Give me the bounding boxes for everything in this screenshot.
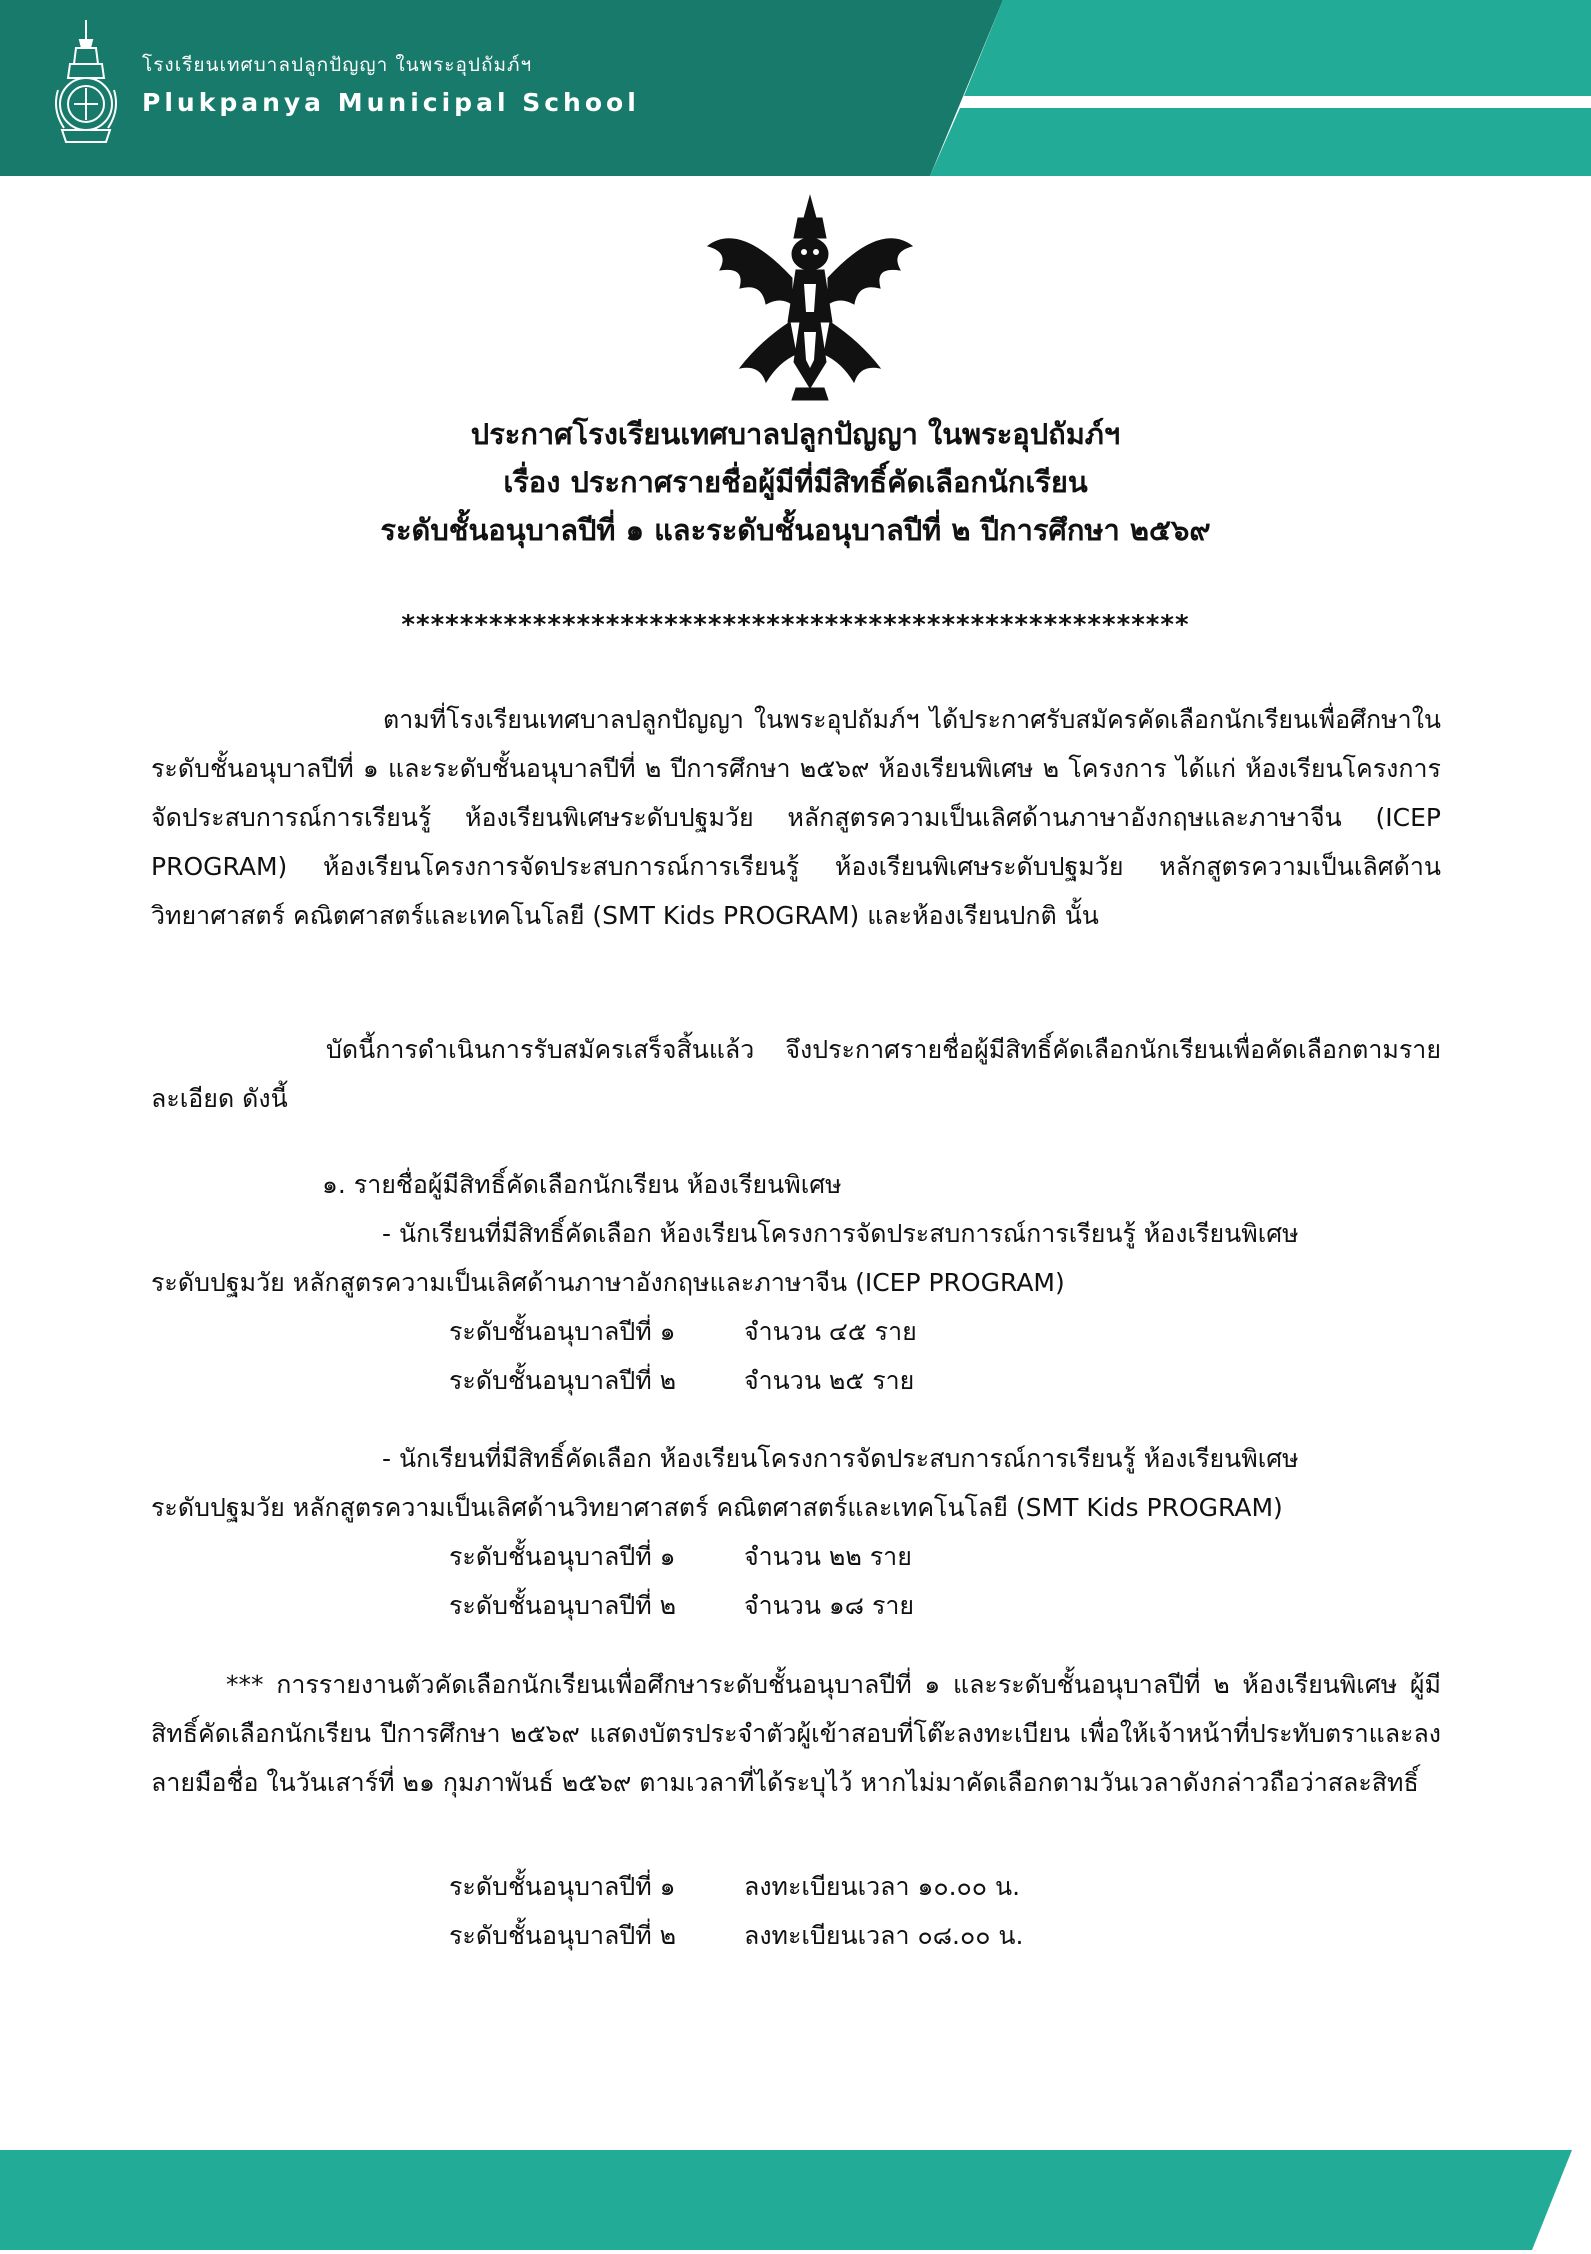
school-emblem-icon [50, 18, 122, 148]
smt-line-2: ระดับปฐมวัย หลักสูตรความเป็นเลิศด้านวิทยาศาสตร์ คณิตศาสตร์และเทคโนโลยี (SMT Kids PROGRAM) [151, 1493, 1283, 1522]
school-name-english: Plukpanya Municipal School [142, 87, 640, 117]
smt-line-1: - นักเรียนที่มีสิทธิ์คัดเลือก ห้องเรียนโครงการจัดประสบการณ์การเรียนรู้ ห้องเรียนพิเศษ [382, 1444, 1299, 1473]
level-label: ระดับชั้นอนุบาลปีที่ ๑ [449, 1542, 676, 1571]
icep-row [449, 1356, 914, 1405]
intro-paragraph: ตามที่โรงเรียนเทศบาลปลูกปัญญา ในพระอุปถัมภ์ฯ ได้ประกาศรับสมัครคัดเลือกนักเรียนเพื่อศึกษาในระดับชั้นอนุบาลปีที่ ๑ และระดับชั้นอนุบาลปีที่ ๒ ปีการศึกษา ๒๕๖๙ ห้องเรียนพิเศษ ๒ โครงการ ได้แก่ ห้องเรียนโครงการจัดประสบการณ์การเรียนรู้ ห้องเรียนพิเศษระดับปฐมวัย หลักสูตรความเป็นเลิศด้านภาษาอังกฤษและภาษาจีน (ICEP PROGRAM) ห้องเรียนโครงการจัดประสบการณ์การเรียนรู้ ห้องเรียนพิเศษระดับปฐมวัย หลักสูตรความเป็นเลิศด้านวิทยาศาสตร์ คณิตศาสตร์และเทคโนโลยี (SMT Kids PROGRAM) และห้องเรียนปกติ นั้น [151, 705, 1441, 930]
notice-paragraph: *** การรายงานตัวคัดเลือกนักเรียนเพื่อศึกษาระดับชั้นอนุบาลปีที่ ๑ และระดับชั้นอนุบาลปีที่ ๒ ห้องเรียนพิเศษ ผู้มีสิทธิ์คัดเลือกนักเรียน ปีการศึกษา ๒๕๖๙ แสดงบัตรประจำตัวผู้เข้าสอบที่โต๊ะลงทะเบียน เพื่อให้เจ้าหน้าที่ประทับตราและลงลายมือชื่อ ในวันเสาร์ที่ ๒๑ กุมภาพันธ์ ๒๕๖๙ ตามเวลาที่ได้ระบุไว้ หากไม่มาคัดเลือกตามวันเวลาดังกล่าวถือว่าสละสิทธิ์ [151, 1670, 1441, 1797]
registration-row [449, 1862, 1020, 1911]
garuda-emblem-icon [700, 192, 920, 402]
title-line-3: ระดับชั้นอนุบาลปีที่ ๑ และระดับชั้นอนุบาลปีที่ ๒ ปีการศึกษา ๒๕๖๙ [380, 513, 1211, 547]
school-branding [50, 18, 640, 148]
count-value: จำนวน ๑๘ ราย [744, 1591, 915, 1620]
registration-time: ลงทะเบียนเวลา ๐๘.๐๐ น. [744, 1921, 1024, 1950]
level-label: ระดับชั้นอนุบาลปีที่ ๒ [449, 1591, 677, 1620]
icep-line-2: ระดับปฐมวัย หลักสูตรความเป็นเลิศด้านภาษาอังกฤษและภาษาจีน (ICEP PROGRAM) [151, 1268, 1065, 1297]
icep-line-1: - นักเรียนที่มีสิทธิ์คัดเลือก ห้องเรียนโครงการจัดประสบการณ์การเรียนรู้ ห้องเรียนพิเศษ [382, 1219, 1299, 1248]
count-value: จำนวน ๒๕ ราย [744, 1366, 915, 1395]
title-line-2: เรื่อง ประกาศรายชื่อผู้มีที่มีสิทธิ์คัดเลือกนักเรียน [503, 465, 1088, 499]
count-value: จำนวน ๔๕ ราย [744, 1317, 917, 1346]
announcement-title [0, 410, 1591, 554]
level-label: ระดับชั้นอนุบาลปีที่ ๑ [449, 1317, 676, 1346]
announce-paragraph: บัดนี้การดำเนินการรับสมัครเสร็จสิ้นแล้ว จึงประกาศรายชื่อผู้มีสิทธิ์คัดเลือกนักเรียนเพื่อคัดเลือกตามรายละเอียด ดังนี้ [151, 1035, 1441, 1113]
title-line-1: ประกาศโรงเรียนเทศบาลปลูกปัญญา ในพระอุปถัมภ์ฯ [470, 417, 1121, 451]
registration-row [449, 1911, 1023, 1960]
separator-stars: ****************************************************** [401, 610, 1190, 640]
footer-band [0, 2150, 1591, 2250]
registration-time: ลงทะเบียนเวลา ๑๐.๐๐ น. [744, 1872, 1021, 1901]
level-label: ระดับชั้นอนุบาลปีที่ ๒ [449, 1921, 677, 1950]
level-label: ระดับชั้นอนุบาลปีที่ ๒ [449, 1366, 677, 1395]
school-name-thai: โรงเรียนเทศบาลปลูกปัญญา ในพระอุปถัมภ์ฯ [142, 53, 533, 76]
level-label: ระดับชั้นอนุบาลปีที่ ๑ [449, 1872, 676, 1901]
icep-row [449, 1307, 917, 1356]
count-value: จำนวน ๒๒ ราย [744, 1542, 912, 1571]
smt-row [449, 1532, 912, 1581]
section1-heading: ๑. รายชื่อผู้มีสิทธิ์คัดเลือกนักเรียน ห้องเรียนพิเศษ [322, 1170, 842, 1199]
smt-row [449, 1581, 914, 1630]
